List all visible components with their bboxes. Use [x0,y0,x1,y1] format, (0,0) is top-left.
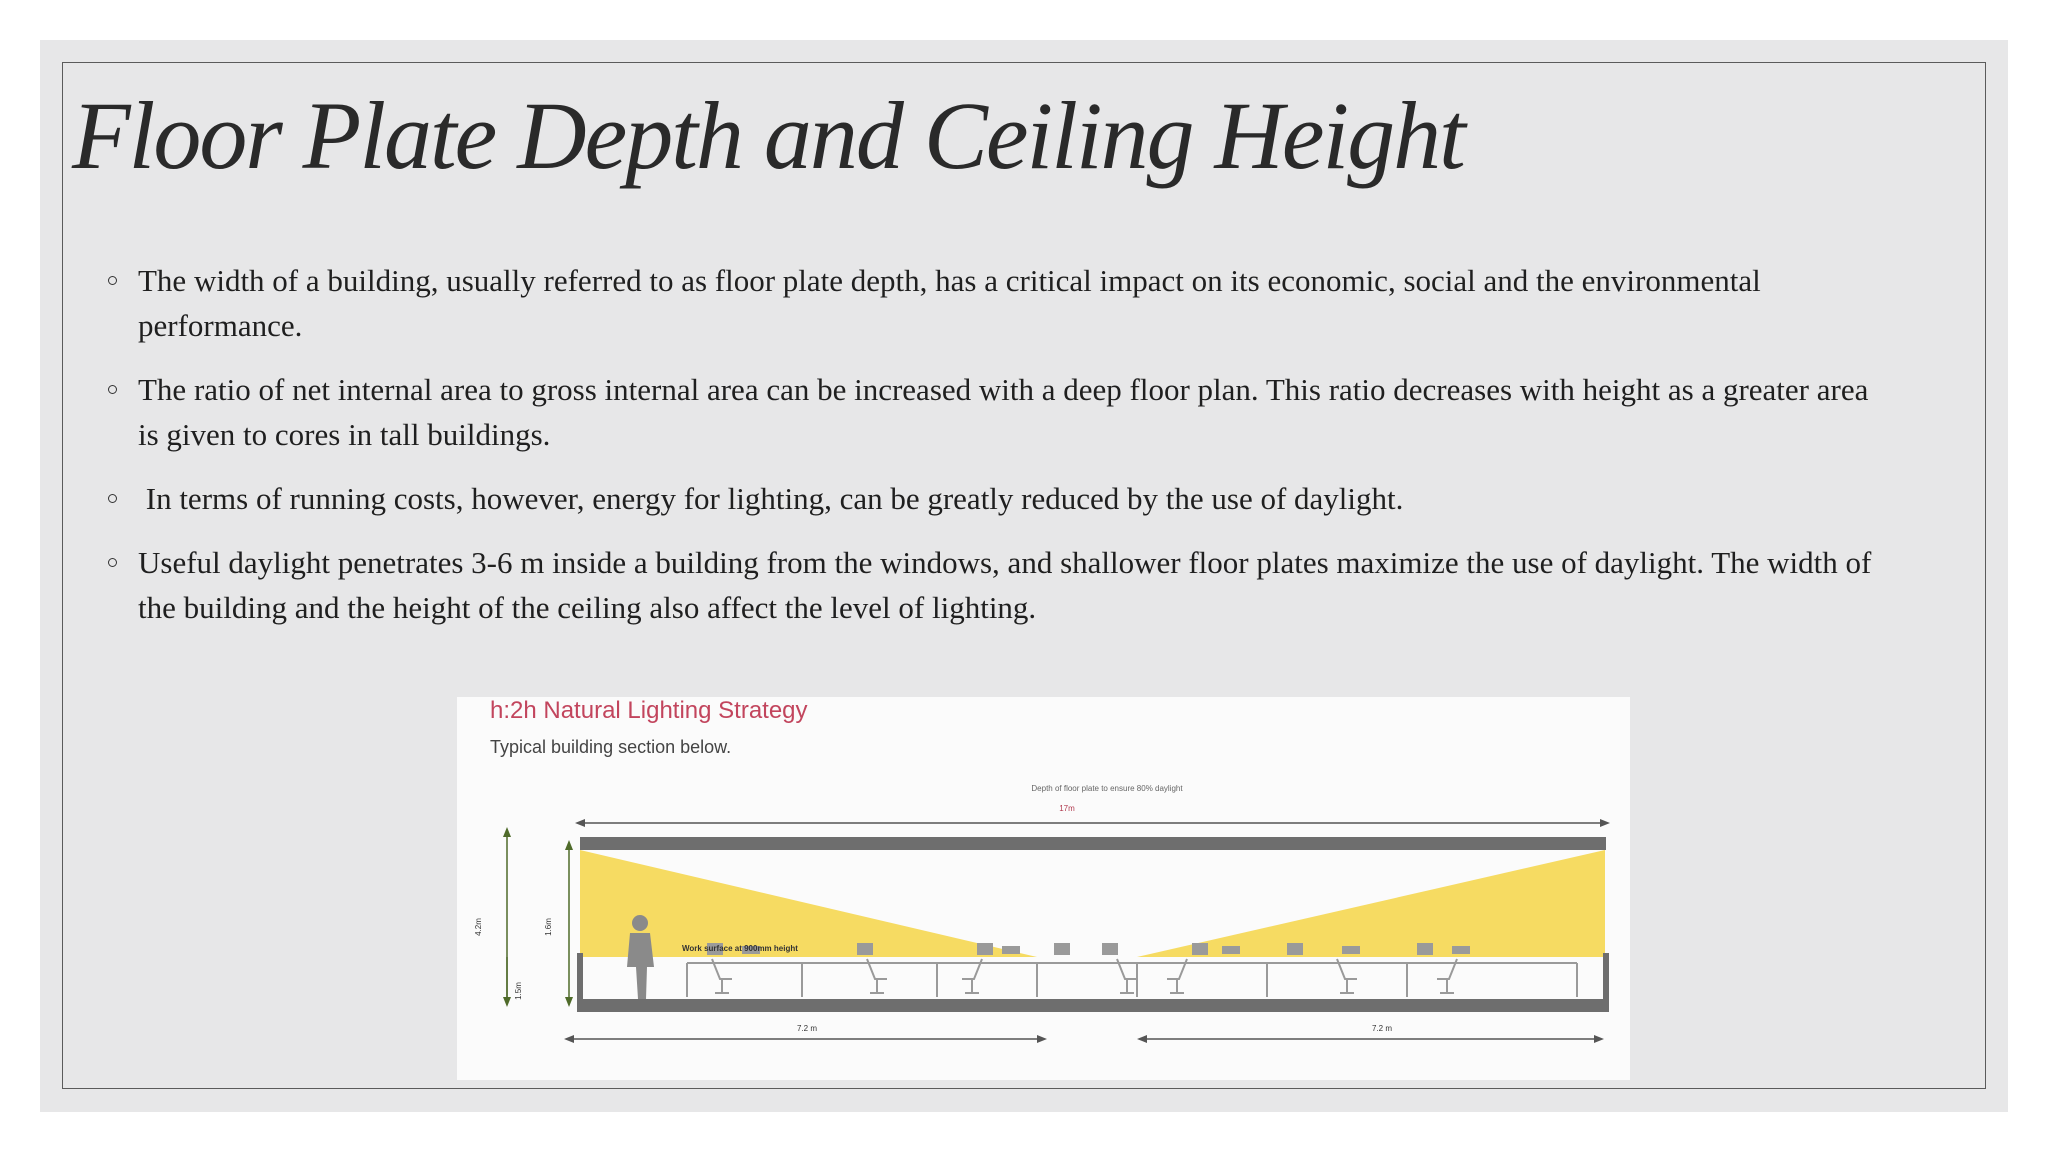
figure-heading: h:2h Natural Lighting Strategy [490,697,808,724]
bullet-text: In terms of running costs, however, energy for lighting, can be greatly reduced by the use of daylight. [138,481,1404,516]
right-span-label: 7.2 m [1371,1024,1393,1033]
arrowhead [564,1035,574,1043]
arrowhead [1600,819,1610,827]
left-wall-lower [577,953,583,1012]
work-surface-label: Work surface at 900mm height [682,944,798,953]
chairs [712,959,1457,993]
right-daylight-wedge [1137,850,1605,957]
bullet-item [104,476,1894,521]
bullet-text: Useful daylight penetrates 3-6 m inside a building from the windows, and shallower floor plates maximize the use of daylight. The width of the building and the height of the ceiling also affect the level of lighting. [138,545,1872,625]
arrowhead [565,997,573,1007]
arrowhead [1037,1035,1047,1043]
figure-subheading: Typical building section below. [490,737,732,757]
bullet-circle-icon [108,558,117,567]
bullet-item [104,258,1894,348]
building-section-figure [457,697,1630,1080]
bullet-list [104,258,1894,649]
bullet-item [104,367,1894,457]
person-head [632,915,648,931]
sill-label: 1.5m [514,982,523,1000]
depth-label: 17m [1059,804,1075,813]
bullet-circle-icon [108,385,117,394]
arrowhead [575,819,585,827]
arrowhead [503,827,511,837]
left-span-label: 7.2 m [796,1024,818,1033]
top-caption: Depth of floor plate to ensure 80% daylight [1031,784,1183,793]
floor-slab [580,999,1606,1012]
right-wall-lower [1603,953,1609,1012]
arrowhead [1137,1035,1147,1043]
arrowhead [1594,1035,1604,1043]
person-body [627,933,654,999]
bullet-text: The width of a building, usually referred to as floor plate depth, has a critical impact on its economic, social and the environmental performance. [138,263,1761,343]
bullet-item [104,540,1894,630]
arrowhead [565,840,573,850]
bullet-text: The ratio of net internal area to gross internal area can be increased with a deep floor plan. This ratio decreases with height as a greater area is given to cores in tall buildings. [138,372,1869,452]
slide-title: Floor Plate Depth and Ceiling Height [72,82,1464,189]
roof-slab [580,837,1606,850]
light-height-label: 1.6m [544,918,553,936]
height-label: 4.2m [474,918,483,936]
bullet-circle-icon [108,494,117,503]
bullet-circle-icon [108,276,117,285]
